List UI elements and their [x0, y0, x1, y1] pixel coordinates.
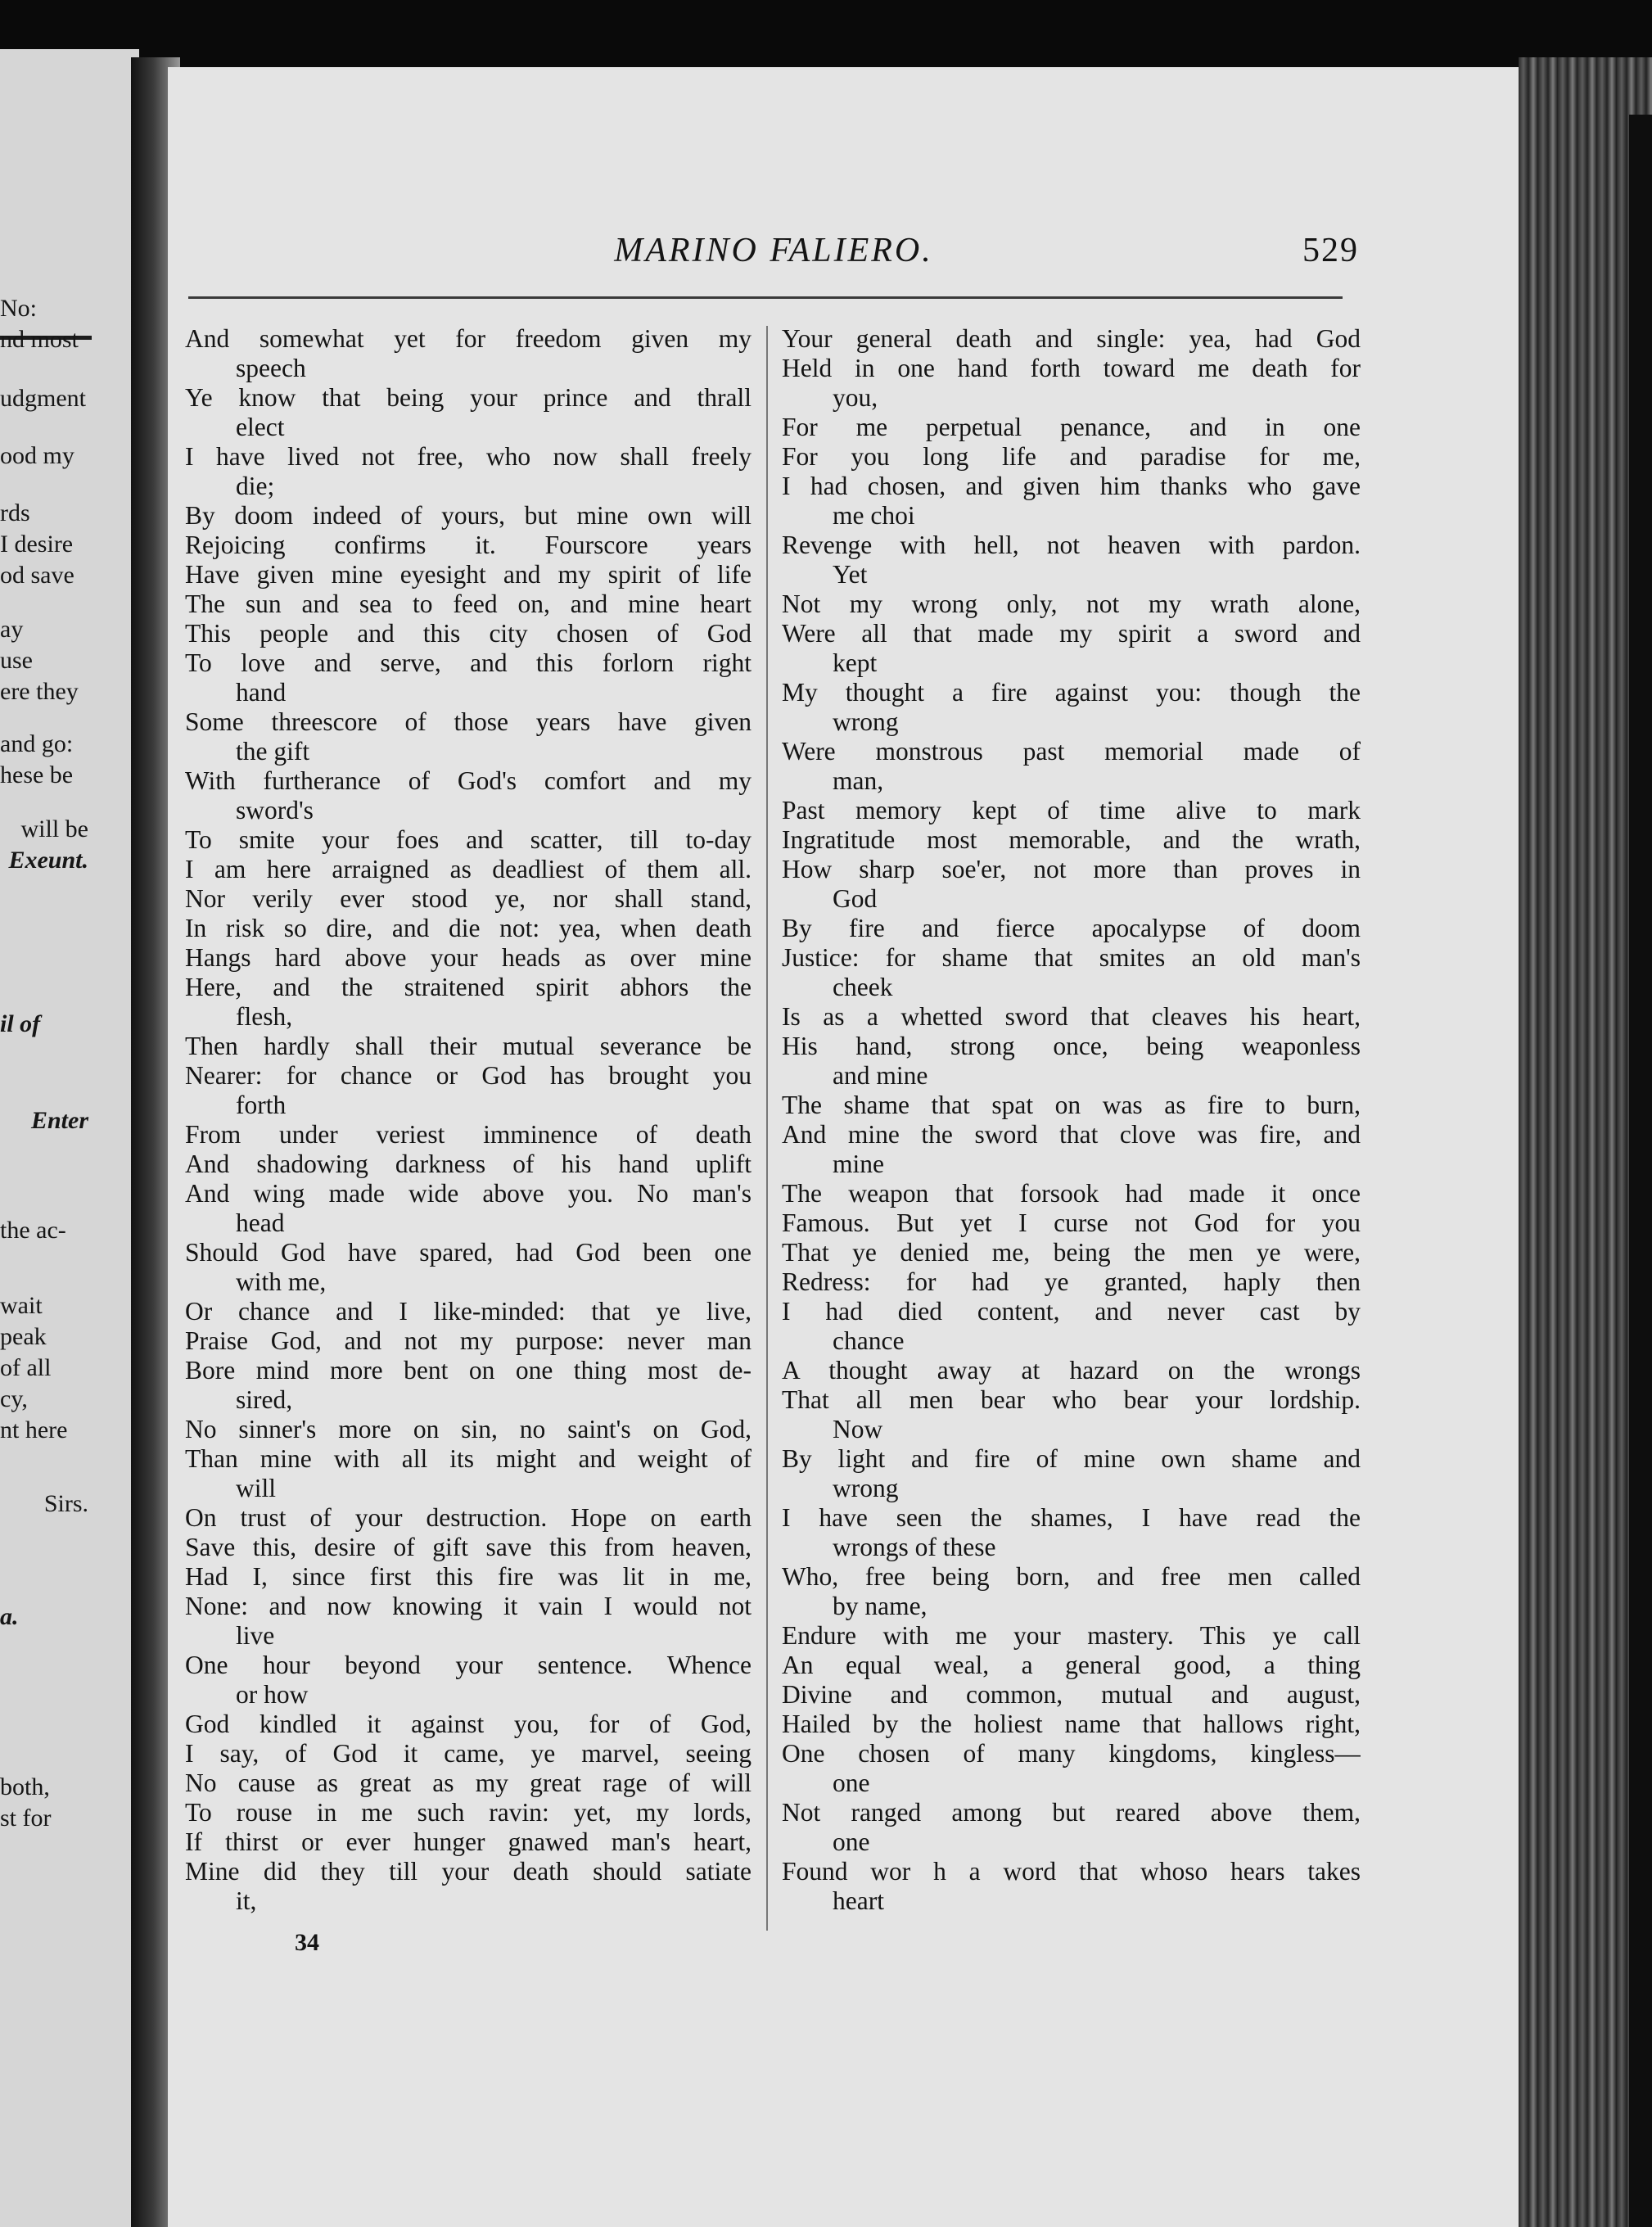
facing-page-text: and go:	[0, 730, 74, 757]
verse-line: Revenge with hell, not heaven with pardon.	[782, 531, 1361, 559]
verse-line: His hand, strong once, being weaponless	[782, 1032, 1361, 1060]
facing-page-text: I desire	[0, 531, 74, 558]
verse-turnover: forth	[236, 1091, 287, 1119]
facing-page-text: ay	[0, 616, 24, 643]
verse-line: Were monstrous past memorial made of	[782, 737, 1361, 766]
verse-turnover: with me,	[236, 1267, 327, 1296]
verse-turnover: kept	[833, 648, 878, 677]
verse-line: I say, of God it came, ye marvel, seeing	[185, 1739, 752, 1768]
verse-line: Save this, desire of gift save this from heaven,	[185, 1533, 752, 1561]
header-rule	[188, 296, 1343, 299]
verse-line: Justice: for shame that smites an old man's	[782, 943, 1361, 972]
facing-page-text: Sirs.	[43, 1490, 88, 1517]
verse-turnover: one	[833, 1768, 870, 1797]
verse-line: I have lived not free, who now shall freely	[185, 442, 752, 471]
facing-page-text: ere they	[0, 678, 79, 705]
verse-line: Some threescore of those years have given	[185, 707, 752, 736]
verse-line: The sun and sea to feed on, and mine heart	[185, 590, 752, 618]
verse-turnover: Now	[833, 1415, 883, 1443]
verse-line: Ye know that being your prince and thrall	[185, 383, 752, 412]
verse-turnover: by name,	[833, 1592, 928, 1620]
verse-line: An equal weal, a general good, a thing	[782, 1651, 1361, 1679]
verse-turnover: it,	[236, 1886, 257, 1915]
verse-line: I am here arraigned as deadliest of them all.	[185, 855, 752, 883]
facing-page-text: udgment	[0, 385, 86, 412]
verse-line: With furtherance of God's comfort and my	[185, 766, 752, 795]
verse-turnover: live	[236, 1621, 275, 1650]
verse-turnover: sired,	[236, 1385, 293, 1414]
facing-page-text: peak	[0, 1323, 47, 1350]
verse-line: This people and this city chosen of God	[185, 619, 752, 648]
facing-page-text: a.	[0, 1603, 19, 1630]
verse-line: None: and now knowing it vain I would not	[185, 1592, 752, 1620]
facing-page-text: use	[0, 647, 33, 674]
verse-line: Redress: for had ye granted, haply then	[782, 1267, 1361, 1296]
verse-line: For me perpetual penance, and in one	[782, 413, 1361, 441]
verse-line: God kindled it against you, for of God,	[185, 1710, 752, 1738]
verse-line: Hangs hard above your heads as over mine	[185, 943, 752, 972]
verse-line: Who, free being born, and free men called	[782, 1562, 1361, 1591]
facing-page-text: of all	[0, 1354, 52, 1381]
facing-page-text: il of	[0, 1010, 41, 1037]
verse-line: To smite your foes and scatter, till to-day	[185, 825, 752, 854]
verse-line: To rouse in me such ravin: yet, my lords,	[185, 1798, 752, 1827]
verse-turnover: God	[833, 884, 878, 913]
scan-right-border	[1629, 115, 1652, 2227]
verse-turnover: cheek	[833, 973, 893, 1001]
verse-line: Famous. But yet I curse not God for you	[782, 1208, 1361, 1237]
verse-line: That all men bear who bear your lordship.	[782, 1385, 1361, 1414]
verse-line: Then hardly shall their mutual severance be	[185, 1032, 752, 1060]
verse-line: Were all that made my spirit a sword and	[782, 619, 1361, 648]
verse-turnover: elect	[236, 413, 285, 441]
verse-line: The weapon that forsook had made it once	[782, 1179, 1361, 1208]
verse-line: On trust of your destruction. Hope on earth	[185, 1503, 752, 1532]
running-title: MARINO FALIERO.	[614, 232, 933, 269]
verse-line: Here, and the straitened spirit abhors the	[185, 973, 752, 1001]
facing-page-text: wait	[0, 1292, 43, 1319]
verse-turnover: one	[833, 1827, 870, 1856]
facing-page-text: nt here	[0, 1416, 68, 1443]
verse-line: Bore mind more bent on one thing most de-	[185, 1356, 752, 1385]
facing-page-text: st for	[0, 1805, 52, 1832]
verse-turnover: man,	[833, 766, 884, 795]
verse-line: Praise God, and not my purpose: never man	[185, 1326, 752, 1355]
verse-line: No sinner's more on sin, no saint's on God,	[185, 1415, 752, 1443]
page-number: 529	[1302, 232, 1359, 269]
verse-line: My thought a fire against you: though the	[782, 678, 1361, 707]
verse-turnover: wrongs of these	[833, 1533, 996, 1561]
verse-line: Should God have spared, had God been one	[185, 1238, 752, 1267]
facing-page-text: the ac-	[0, 1217, 66, 1244]
verse-turnover: heart	[833, 1886, 884, 1915]
verse-line: Mine did they till your death should satiate	[185, 1857, 752, 1886]
verse-turnover: flesh,	[236, 1002, 293, 1031]
verse-line: If thirst or ever hunger gnawed man's heart,	[185, 1827, 752, 1856]
facing-page-text: nd most	[0, 326, 79, 353]
verse-line: Endure with me your mastery. This ye call	[782, 1621, 1361, 1650]
verse-line: Ingratitude most memorable, and the wrath,	[782, 825, 1361, 854]
verse-line: Nearer: for chance or God has brought you	[185, 1061, 752, 1090]
verse-turnover: and mine	[833, 1061, 928, 1090]
facing-page-text: cy,	[0, 1385, 28, 1412]
facing-page-text: No:	[0, 295, 37, 322]
verse-line: A thought away at hazard on the wrongs	[782, 1356, 1361, 1385]
verse-line: I had chosen, and given him thanks who gave	[782, 472, 1361, 500]
facing-page-text: od save	[0, 562, 74, 589]
verse-line: By fire and fierce apocalypse of doom	[782, 914, 1361, 942]
verse-line: That ye denied me, being the men ye were,	[782, 1238, 1361, 1267]
scan-top-border	[0, 0, 1652, 66]
verse-line: To love and serve, and this forlorn right	[185, 648, 752, 677]
verse-line: Have given mine eyesight and my spirit of life	[185, 560, 752, 589]
running-header	[188, 228, 1359, 277]
verse-line: From under veriest imminence of death	[185, 1120, 752, 1149]
verse-line: In risk so dire, and die not: yea, when death	[185, 914, 752, 942]
verse-line: Past memory kept of time alive to mark	[782, 796, 1361, 824]
verse-line: Is as a whetted sword that cleaves his heart,	[782, 1002, 1361, 1031]
verse-turnover: or how	[236, 1680, 309, 1709]
verse-line: By light and fire of mine own shame and	[782, 1444, 1361, 1473]
verse-turnover: chance	[833, 1326, 905, 1355]
verse-line: Or chance and I like-minded: that ye live,	[185, 1297, 752, 1326]
verse-turnover: Yet	[833, 560, 868, 589]
verse-line: By doom indeed of yours, but mine own will	[185, 501, 752, 530]
column-divider	[766, 326, 768, 1931]
facing-page-text: Enter	[30, 1107, 88, 1134]
facing-page-text: hese be	[0, 761, 74, 788]
verse-line: One hour beyond your sentence. Whence	[185, 1651, 752, 1679]
verse-turnover: you,	[833, 383, 878, 412]
verse-line: And shadowing darkness of his hand uplift	[185, 1150, 752, 1178]
verse-line: Found wor h a word that whoso hears takes	[782, 1857, 1361, 1886]
facing-page-fragment	[0, 49, 139, 2227]
facing-page-text: rds	[0, 499, 30, 526]
verse-line: How sharp soe'er, not more than proves in	[782, 855, 1361, 883]
verse-line: For you long life and paradise for me,	[782, 442, 1361, 471]
verse-line: The shame that spat on was as fire to burn,	[782, 1091, 1361, 1119]
verse-line: Than mine with all its might and weight of	[185, 1444, 752, 1473]
right-column	[782, 324, 1361, 1916]
verse-turnover: me choi	[833, 501, 915, 530]
verse-line: Rejoicing confirms it. Fourscore years	[185, 531, 752, 559]
verse-line: And somewhat yet for freedom given my	[185, 324, 752, 353]
verse-turnover: mine	[833, 1150, 884, 1178]
verse-turnover: wrong	[833, 707, 899, 736]
verse-line: And mine the sword that clove was fire, and	[782, 1120, 1361, 1149]
verse-line: Not ranged among but reared above them,	[782, 1798, 1361, 1827]
facing-page-text: ood my	[0, 442, 74, 469]
verse-turnover: head	[236, 1208, 285, 1237]
verse-line: Held in one hand forth toward me death for	[782, 354, 1361, 382]
verse-line: I have seen the shames, I have read the	[782, 1503, 1361, 1532]
verse-turnover: sword's	[236, 796, 314, 824]
verse-line: Had I, since first this fire was lit in me,	[185, 1562, 752, 1591]
verse-line: Not my wrong only, not my wrath alone,	[782, 590, 1361, 618]
verse-line: Hailed by the holiest name that hallows right,	[782, 1710, 1361, 1738]
verse-turnover: wrong	[833, 1474, 899, 1502]
verse-turnover: die;	[236, 472, 275, 500]
verse-turnover: speech	[236, 354, 306, 382]
left-column	[185, 324, 752, 1916]
facing-page-text: Exeunt.	[8, 847, 88, 874]
verse-line: Divine and common, mutual and august,	[782, 1680, 1361, 1709]
signature-mark: 34	[295, 1929, 319, 1956]
verse-line: One chosen of many kingdoms, kingless—	[782, 1739, 1361, 1768]
verse-line: No cause as great as my great rage of will	[185, 1768, 752, 1797]
verse-turnover: hand	[236, 678, 287, 707]
facing-page-text: both,	[0, 1773, 50, 1800]
verse-line: And wing made wide above you. No man's	[185, 1179, 752, 1208]
verse-turnover: the gift	[236, 737, 310, 766]
verse-line: I had died content, and never cast by	[782, 1297, 1361, 1326]
verse-turnover: will	[236, 1474, 277, 1502]
verse-line: Your general death and single: yea, had God	[782, 324, 1361, 353]
facing-page-text: will be	[20, 815, 88, 842]
verse-line: Nor verily ever stood ye, nor shall stand,	[185, 884, 752, 913]
